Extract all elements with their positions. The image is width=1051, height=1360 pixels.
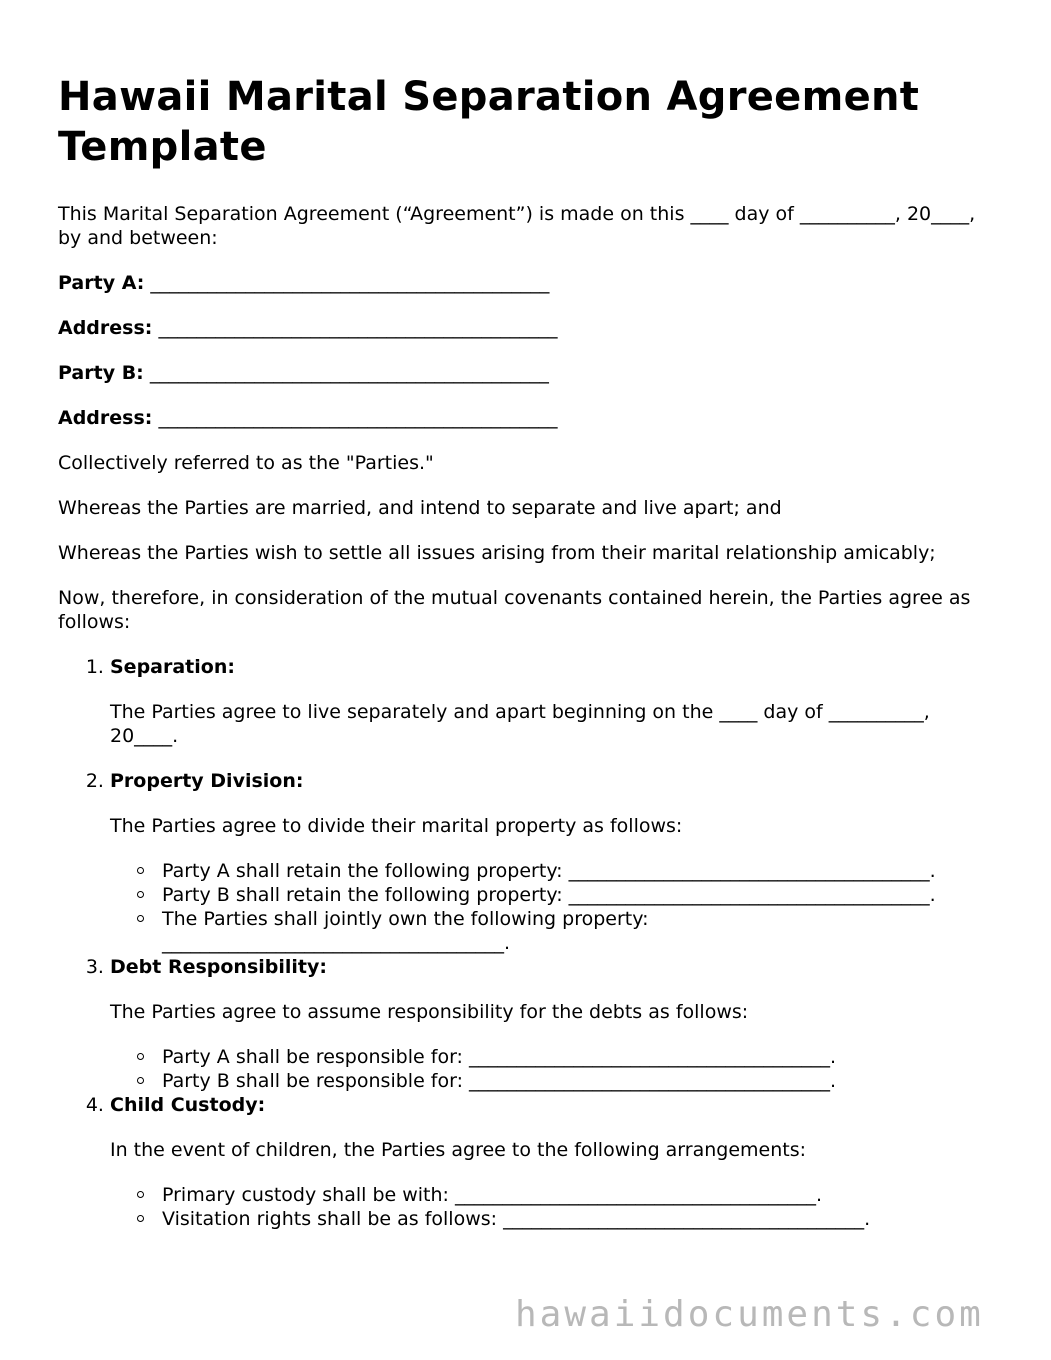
list-item: Visitation rights shall be as follows: ______________________________________. xyxy=(162,1207,978,1231)
field-party-b-address xyxy=(58,406,978,430)
list-item: Party B shall be responsible for: ______________________________________. xyxy=(162,1069,978,1093)
section-child-custody xyxy=(110,1093,978,1231)
property-list xyxy=(110,859,978,955)
field-blank: __________________________________________ xyxy=(149,362,549,384)
site-watermark: hawaiidocuments.com xyxy=(515,1294,984,1335)
list-item: Party A shall retain the following property: ______________________________________. xyxy=(162,859,978,883)
custody-list xyxy=(110,1183,978,1231)
debt-list xyxy=(110,1045,978,1093)
agreement-sections xyxy=(58,655,978,1231)
field-label: Party A: xyxy=(58,272,145,294)
section-text: In the event of children, the Parties agree to the following arrangements: xyxy=(110,1139,807,1161)
field-label: Address: xyxy=(58,317,153,339)
section-debt-responsibility xyxy=(110,955,978,1093)
list-item: Party B shall retain the following property: ______________________________________. xyxy=(162,883,978,907)
section-title: 2. Property Division: xyxy=(110,770,304,792)
now-therefore-paragraph: Now, therefore, in consideration of the mutual covenants contained herein, the Parties agree as follows: xyxy=(58,587,971,633)
document-title: Hawaii Marital Separation Agreement Template xyxy=(58,74,920,170)
field-party-a xyxy=(58,271,978,295)
document-page xyxy=(58,72,978,1231)
section-text: The Parties agree to assume responsibility for the debts as follows: xyxy=(110,1001,749,1023)
field-blank: __________________________________________ xyxy=(158,407,558,429)
field-party-b xyxy=(58,361,978,385)
section-property-division xyxy=(110,769,978,955)
intro-paragraph: This Marital Separation Agreement (“Agreement”) is made on this ____ day of __________, 20____, by and between: xyxy=(58,203,976,249)
section-title: 4. Child Custody: xyxy=(110,1094,266,1116)
section-text: The Parties agree to live separately and apart beginning on the ____ day of __________, 20____. xyxy=(110,701,930,747)
section-title: 3. Debt Responsibility: xyxy=(110,956,327,978)
list-item: Primary custody shall be with: ______________________________________. xyxy=(162,1183,978,1207)
section-separation xyxy=(110,655,978,748)
list-item: Party A shall be responsible for: ______________________________________. xyxy=(162,1045,978,1069)
list-item: The Parties shall jointly own the following property: ____________________________________. xyxy=(162,907,978,955)
field-blank: __________________________________________ xyxy=(150,272,550,294)
field-label: Party B: xyxy=(58,362,144,384)
whereas-paragraph-2: Whereas the Parties wish to settle all issues arising from their marital relationship amicably; xyxy=(58,542,936,564)
field-blank: __________________________________________ xyxy=(158,317,558,339)
collectively-paragraph: Collectively referred to as the "Parties." xyxy=(58,452,434,474)
field-party-a-address xyxy=(58,316,978,340)
whereas-paragraph-1: Whereas the Parties are married, and intend to separate and live apart; and xyxy=(58,497,782,519)
section-text: The Parties agree to divide their marital property as follows: xyxy=(110,815,683,837)
field-label: Address: xyxy=(58,407,153,429)
section-title: 1. Separation: xyxy=(110,656,235,678)
